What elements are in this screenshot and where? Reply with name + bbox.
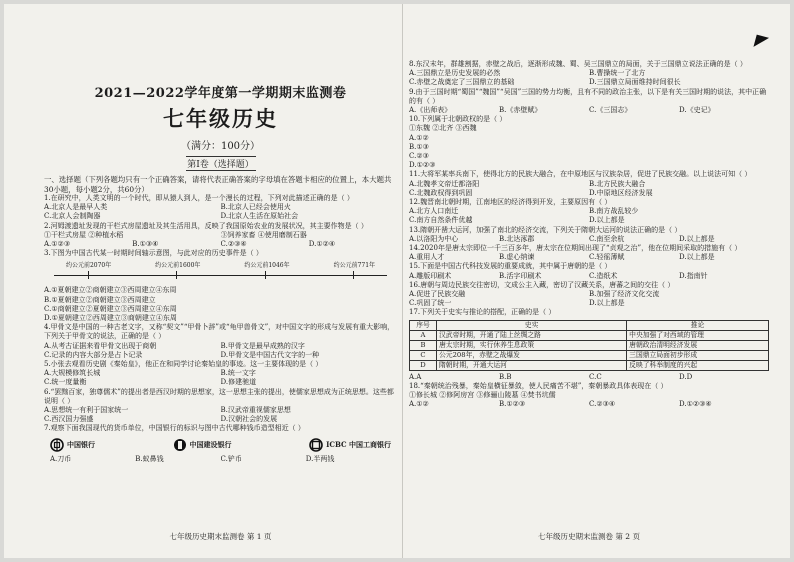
option: B.加强了经济文化交流 [589,290,660,299]
option: C.南至余杭 [589,234,625,243]
table-row [410,350,769,360]
exam-title: 2021—2022学年度第一学期期末监测卷 [94,86,347,101]
question-stem: 9.由于三国时期“蜀国”“魏国”“吴国”三国的势力均衡，且有不同的政治主张，以下是有关三国时期的说法，其中正确的有（ ） [409,87,767,105]
section-one-title: 一、选择题（下列各题均只有一个正确答案，请将代表正确答案的字母填在答题卡相应的位置上，本大题共30小题，每小题2分，共60分） [44,175,392,194]
option: A.①② [409,133,429,142]
option: D.以上都是 [589,216,625,225]
question-stem: 3.下图为中国古代某一时期时间轴示意图，与此对应的历史事件是（ ） [44,249,263,258]
dynasty-timeline [44,260,397,284]
option: D.D [679,372,693,381]
option: B.B [499,372,512,381]
option: B.①③④ [132,240,159,249]
option: A.①夏朝建立②商朝建立③西周建立④东周 [44,286,177,295]
table-row [410,330,769,340]
question-stem: 17.下列关于史实与推论的搭配，正确的是（ ） [409,308,556,317]
option: D.①②③ [409,161,436,170]
table-cell: 三国鼎立局面初步形成 [627,350,769,360]
option: A.北京人是最早人类 [44,203,108,212]
table-cell: B [410,340,437,350]
left-footer: 七年级历史期末监测卷 第 1 页 [169,532,272,541]
question-options [409,272,769,281]
question-options [44,286,397,323]
question-options [409,124,769,170]
timeline-tick [176,271,177,279]
table-cell: D [410,360,437,370]
question-stem: 15.下面是中国古代科技发展的重要成就，其中属于唐朝的是（ ） [409,262,612,271]
option: D.汉朝社会的发展 [220,415,278,424]
option: ①干栏式房屋 ②种植水稻 [44,230,124,239]
option: D.以上都是 [589,299,625,308]
table-row [410,360,769,370]
table-row [410,340,769,350]
question-stem: 4.甲骨文是中国的一种古老文字，又称“契文”“甲骨卜辞”或“龟甲兽骨文”，对中国文字的形成与发展有重大影响，下列关于甲骨文的说法，正确的是（ ） [44,323,395,341]
option: C.轻徭薄赋 [589,253,625,262]
table-answer-options [409,373,769,382]
option: D.半两钱 [305,454,335,463]
option: B.①③ [409,142,429,151]
table-cell: 隋朝时期，开通大运河 [437,360,627,370]
option: D.甲骨文是中国古代文字的一种 [220,350,320,359]
option: C.造纸术 [589,271,618,280]
table-cell: 反映了科举制度的兴起 [627,360,769,370]
option: C.统一度量衡 [44,378,87,387]
option: A.北魏孝文帝迁都洛阳 [409,179,480,188]
option: C.②③④ [589,400,616,409]
option: C.②③④ [220,240,247,249]
table-header: 序号 [410,320,437,330]
option: B.统一文字 [220,369,256,378]
question-stem: 11.大将军某率兵南下，使得北方的民族大融合，在中原地区与汉族杂居，促进了民族交融。以上说法可知（ ） [409,170,752,179]
question-stem: 5.小张去观看历史剧《秦始皇》，他正在和同学讨论秦始皇的事迹。这一主要体现的是（ ） [44,360,323,369]
option: B.汉武帝重视儒家思想 [220,406,291,415]
timeline-label: 约公元前2070年 [65,262,112,270]
table-cell: A [410,330,437,340]
table-header: 推论 [627,320,769,330]
question-stem: 13.隋朝开凿大运河，加强了南北的经济交流，下列关于隋朝大运河的说法正确的是（ ） [409,225,682,234]
option: D.以上都是 [679,234,715,243]
left-page [44,4,397,558]
question-options [44,203,397,221]
question-stem: 2.河姆渡遗址发现的干栏式房屋遗址及其生活用具，反映了我国原始农业的发展状况，其主要作物是（ ） [44,221,368,230]
table-header-row [410,320,769,330]
option: A.《出师表》 [409,106,452,115]
table-cell: 唐太宗时期，实行休养生息政策 [437,340,627,350]
option: A.重用人才 [409,253,445,262]
bank-options [50,454,391,464]
option: A.雕版印刷术 [409,271,452,280]
question-options [409,106,769,115]
question-options [409,290,769,308]
bank-logo-row [50,438,391,452]
icbc-logo-icon [309,438,323,452]
question-options [44,406,397,424]
table-cell: 公元208年，赤壁之战爆发 [437,350,627,360]
option: B.虚心纳谏 [499,253,535,262]
option: D.中原地区经济发展 [589,188,653,197]
right-page [409,4,769,558]
table-header: 史实 [437,320,627,330]
bank-name: 中国建设银行 [189,439,232,449]
option: D.①②③④ [679,400,712,409]
option: A.刀币 [50,454,72,463]
option: D.北京人生活在原始社会 [220,212,299,221]
timeline-label: 约公元前1600年 [155,262,201,270]
question-options [409,235,769,244]
question-options [409,391,769,400]
bank-logo [50,438,95,452]
option: B.北达涿郡 [499,234,535,243]
option: ①东魏 ②北齐 ③西魏 [409,124,477,133]
option: ③饲养家畜 ④使用磨制石器 [220,230,307,239]
question-stem: 18.“秦朝统治残暴，秦始皇横征暴敛，使人民痛苦不堪”，秦朝暴政具体表现在（ ） [409,381,668,390]
table-cell: 唐朝政治清明经济发展 [627,340,769,350]
timeline-tick [353,271,354,279]
question-stem: 10.下列属于北朝政权的是（ ） [409,115,507,124]
question-options [44,369,397,387]
option: C.北京人会制陶器 [44,212,101,221]
option: C.②③ [409,152,429,161]
table-cell: 中央加强了对西域的管理 [627,330,769,340]
timeline-label: 约公元前771年 [333,262,376,270]
question-options [44,342,397,360]
exam-header [44,82,397,171]
table-cell: 汉武帝时期，开通了陆上丝绸之路 [437,330,627,340]
question-stem: 16.唐朝与周边民族交往密切，文成公主入藏，密切了汉藏关系，唐蕃之间的交往（ ） [409,280,675,289]
fact-inference-table [409,320,769,371]
question-stem: 7.观察下面我国现代的货币单位，中国银行的标识与图中古代哪种钱币造型相近（ ） [44,424,305,433]
subject-title: 七年级历史 [163,106,278,131]
bank-logo [309,438,391,452]
option: B.甲骨文是最早成熟的汉字 [220,341,305,350]
option: C.铲币 [220,454,242,463]
option: C.赤壁之战奠定了三国鼎立的基础 [409,78,515,87]
option: B.蚁鼻钱 [135,454,164,463]
question-options [409,69,769,87]
question-options [409,207,769,225]
left-question-list [44,194,397,434]
option: D.以上都是 [679,253,715,262]
timeline-label: 约公元前1046年 [244,262,290,270]
option: D.①②④ [308,240,336,249]
right-footer: 七年级历史期末监测卷 第 2 页 [538,532,640,541]
right-question-list [409,60,769,318]
option: A.以洛阳为中心 [409,234,459,243]
bank-name: 中国银行 [67,439,95,449]
option: B.曹操统一了北方 [589,69,646,78]
option: ①修长城 ②修阿房宫 ③修骊山陵墓 ④焚书坑儒 [409,391,556,400]
top-spacer [409,4,769,60]
option: A.促进了民族交融 [409,290,466,299]
option: D.指南针 [679,271,708,280]
option: C.西汉国力强盛 [44,415,94,424]
option: C.北魏政权得到巩固 [409,188,473,197]
ccb-logo-icon [173,438,187,452]
option: B.北方民族大融合 [589,179,646,188]
page-fold-divider [402,4,403,558]
option: C.《三国志》 [589,106,632,115]
option: A.从考古证据来看甲骨文出现于商朝 [44,341,157,350]
question-options [44,240,397,249]
option: C.①商朝建立②夏朝建立③西周建立④东周 [44,304,177,313]
question-stem: 1.在研究中，人类文明的一个时代，即从猿人到人，是一个漫长的过程，下列对此描述正确的是（ ） [44,194,354,202]
option: C.巩固了统一 [409,299,452,308]
option: A.大规模修筑长城 [44,369,101,378]
option: A.A [409,372,422,381]
option: C.C [589,372,602,381]
option: C.南方自然条件优越 [409,216,473,225]
question-stem: 14.2020年是唐太宗即位一千三百多年，唐太宗在位期间出现了“贞观之治”，他在位期间采取的措施有（ ） [409,244,742,253]
option: B.北京人已经会使用火 [220,203,291,212]
part-title: 第Ⅰ卷（选择题） [186,156,256,171]
option: A.思想统一有利于国家统一 [44,406,129,415]
option: D.三国鼎立局面维持时间很长 [589,78,681,87]
question-stem: 8.东汉末年，群雄割据，赤壁之战后，逐渐形成魏、蜀、吴三国鼎立的局面，关于三国鼎立说法正确的是（ ） [409,60,747,68]
option: D.修建驰道 [220,378,257,387]
option: A.①②③ [44,240,71,249]
exam-sheet [4,4,790,558]
bank-name: ICBC 中国工商银行 [326,439,391,449]
option: C.记录的内容大部分是占卜记录 [44,350,143,359]
option: D.《史记》 [679,106,715,115]
option: D.①夏朝建立②西周建立③商朝建立④东周 [44,314,177,323]
bank-logo [173,438,232,452]
option: A.三国鼎立是历史发展的必然 [409,69,501,78]
option: B.《赤壁赋》 [499,106,542,115]
timeline-tick [265,271,266,279]
boc-logo-icon [50,438,64,452]
table-cell: C [410,350,437,360]
option: B.①②③ [499,400,526,409]
question-options [44,231,397,240]
question-stem: 12.魏晋南北朝时期，江南地区的经济得到开发，主要原因有（ ） [409,198,612,207]
timeline-axis [54,275,387,276]
option: A.北方人口南迁 [409,207,459,216]
option: B.活字印刷术 [499,271,542,280]
question-options [409,400,769,409]
question-stem: 6.“罢黜百家，独尊儒术”的提出者是西汉时期的思想家，这一思想主张的提出，使儒家思想成为正统思想。这些都说明（ ） [44,387,394,405]
option: B.南方战乱较少 [589,207,639,216]
option: B.①夏朝建立②商朝建立③西周建立 [44,295,156,304]
score-line: （满分：100分） [180,141,261,152]
option: A.①② [409,400,429,409]
question-options [409,180,769,198]
timeline-tick [88,271,89,279]
